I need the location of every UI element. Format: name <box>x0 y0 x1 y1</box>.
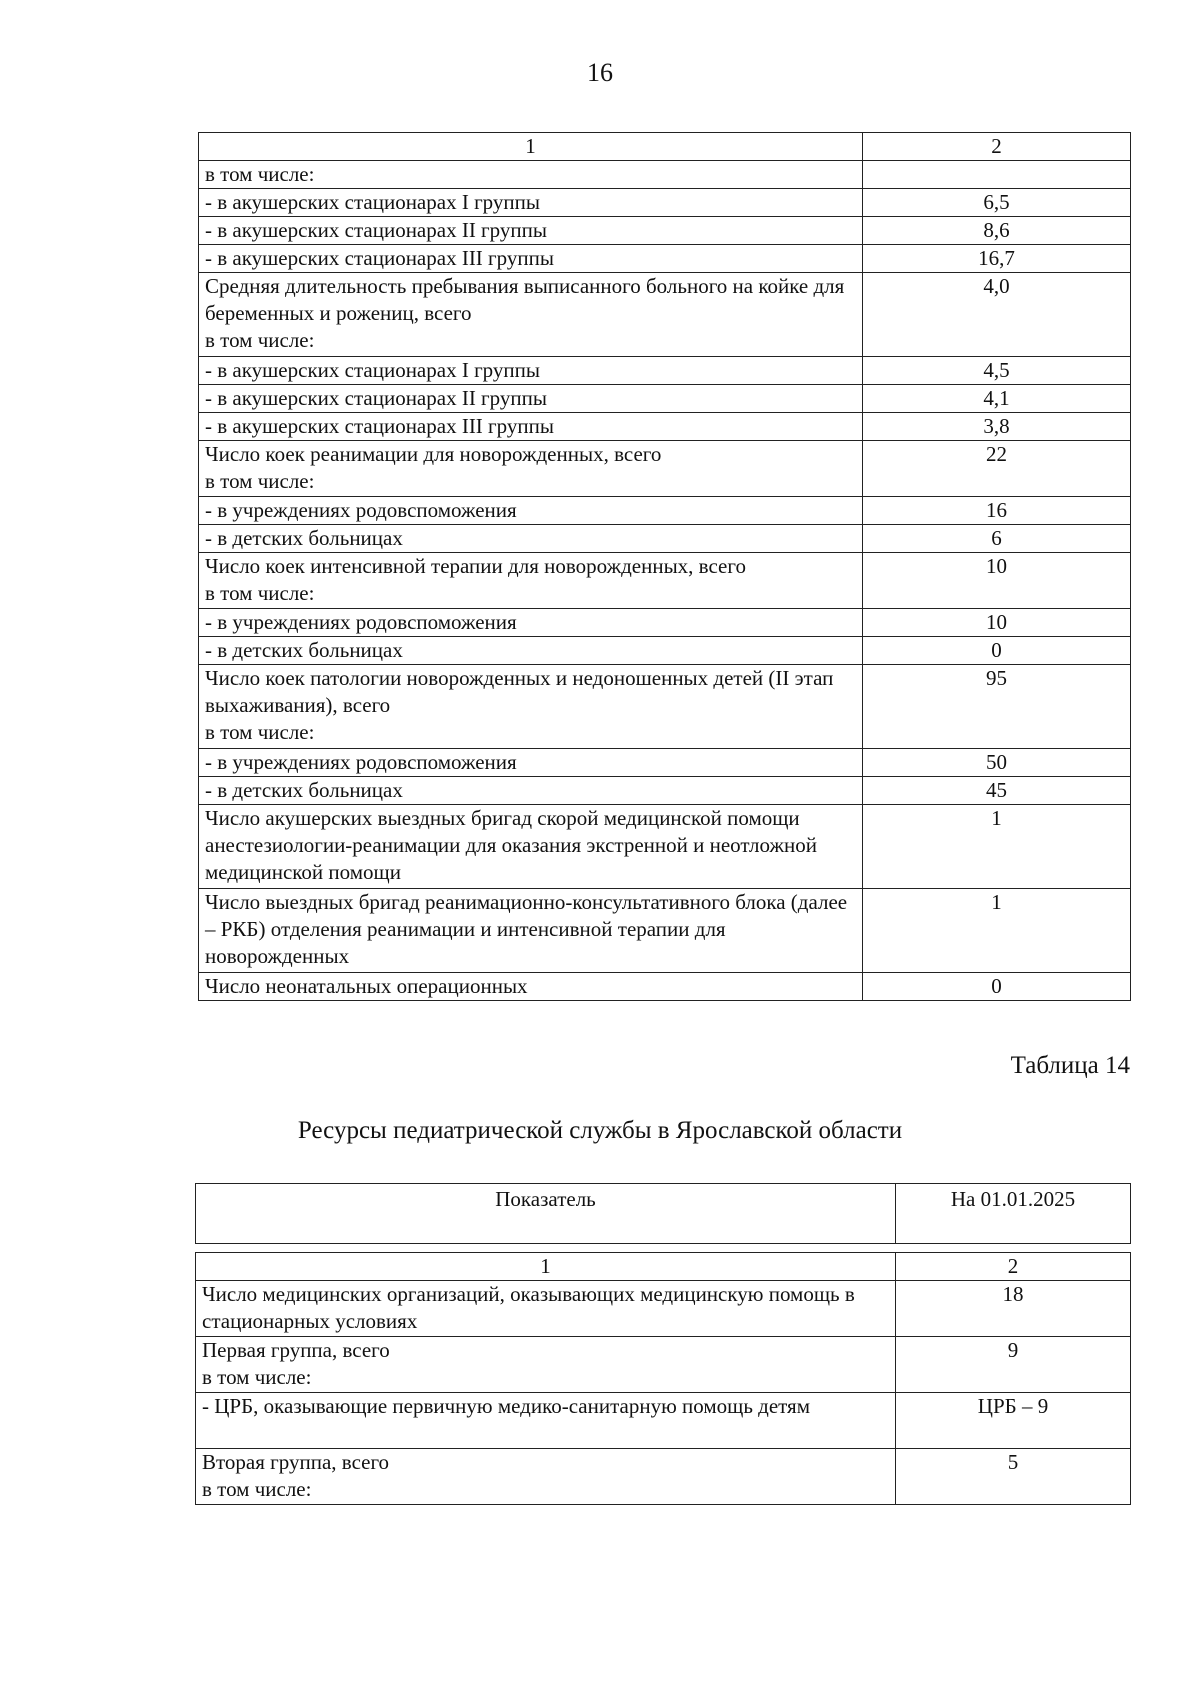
table-row <box>199 525 1131 553</box>
row-label: - в акушерских стационарах III группы <box>199 413 863 441</box>
row-value: 4,5 <box>863 357 1131 385</box>
row-label: Средняя длительность пребывания выписанного больного на койке для беременных и рожениц, всего в том числе: <box>199 273 863 357</box>
table-row <box>199 889 1131 973</box>
row-label: - в акушерских стационарах I группы <box>199 357 863 385</box>
column-header-indicator: Показатель <box>196 1184 896 1244</box>
row-label: Число коек интенсивной терапии для новорожденных, всего в том числе: <box>199 553 863 609</box>
table-row <box>199 749 1131 777</box>
table-14 <box>195 1183 1131 1505</box>
row-value: 0 <box>863 973 1131 1001</box>
table-caption: Таблица 14 <box>1010 1052 1130 1079</box>
table-row <box>199 553 1131 609</box>
row-value: 22 <box>863 441 1131 497</box>
row-value: 6 <box>863 525 1131 553</box>
table-row <box>199 777 1131 805</box>
row-label: Число коек реанимации для новорожденных, всего в том числе: <box>199 441 863 497</box>
row-value: 16,7 <box>863 245 1131 273</box>
row-value: 50 <box>863 749 1131 777</box>
row-value: 18 <box>896 1281 1131 1337</box>
row-label: - в детских больницах <box>199 525 863 553</box>
row-value: 5 <box>896 1449 1131 1505</box>
row-label: Первая группа, всего в том числе: <box>196 1337 896 1393</box>
row-label: - в акушерских стационарах I группы <box>199 189 863 217</box>
table-column-header-row <box>196 1184 1131 1244</box>
row-label: Число медицинских организаций, оказывающих медицинскую помощь в стационарных условиях <box>196 1281 896 1337</box>
row-label: Число коек патологии новорожденных и недоношенных детей (II этап выхаживания), всего в том числе: <box>199 665 863 749</box>
row-value: 45 <box>863 777 1131 805</box>
table-row <box>199 637 1131 665</box>
column-number-2: 2 <box>863 133 1131 161</box>
table-row <box>196 1449 1131 1505</box>
row-label: - в акушерских стационарах II группы <box>199 385 863 413</box>
row-value: 4,1 <box>863 385 1131 413</box>
table-row <box>199 413 1131 441</box>
row-label: - ЦРБ, оказывающие первичную медико-санитарную помощь детям <box>196 1393 896 1449</box>
row-value: 1 <box>863 805 1131 889</box>
row-label: Число выездных бригад реанимационно-консультативного блока (далее – РКБ) отделения реанимации и интенсивной терапии для новорожденных <box>199 889 863 973</box>
table-row <box>199 497 1131 525</box>
table-row <box>199 245 1131 273</box>
row-value: 4,0 <box>863 273 1131 357</box>
row-value: 16 <box>863 497 1131 525</box>
table-continued <box>198 132 1131 1001</box>
table-row <box>199 665 1131 749</box>
row-value: 10 <box>863 609 1131 637</box>
row-value: 3,8 <box>863 413 1131 441</box>
row-value: 8,6 <box>863 217 1131 245</box>
row-label: Число акушерских выездных бригад скорой медицинской помощи анестезиологии-реанимации для оказания экстренной и неотложной медицинской помощи <box>199 805 863 889</box>
table-row <box>196 1337 1131 1393</box>
table-row <box>199 189 1131 217</box>
table-row <box>199 385 1131 413</box>
row-label: в том числе: <box>199 161 863 189</box>
row-label: - в учреждениях родовспоможения <box>199 609 863 637</box>
row-label: - в детских больницах <box>199 637 863 665</box>
column-number-1: 1 <box>196 1253 896 1281</box>
row-value <box>863 161 1131 189</box>
row-label: - в учреждениях родовспоможения <box>199 497 863 525</box>
table-gap <box>196 1244 1131 1253</box>
row-value: ЦРБ – 9 <box>896 1393 1131 1449</box>
table-row <box>196 1281 1131 1337</box>
row-value: 0 <box>863 637 1131 665</box>
column-number-1: 1 <box>199 133 863 161</box>
row-label: - в акушерских стационарах II группы <box>199 217 863 245</box>
row-value: 1 <box>863 889 1131 973</box>
table-row <box>199 161 1131 189</box>
row-label: - в акушерских стационарах III группы <box>199 245 863 273</box>
table-row <box>199 609 1131 637</box>
row-value: 10 <box>863 553 1131 609</box>
row-label: Число неонатальных операционных <box>199 973 863 1001</box>
table-row <box>199 973 1131 1001</box>
row-value: 9 <box>896 1337 1131 1393</box>
page-number: 16 <box>587 58 613 87</box>
table-row <box>199 273 1131 357</box>
column-number-2: 2 <box>896 1253 1131 1281</box>
table-number-row <box>196 1253 1131 1281</box>
row-label: - в детских больницах <box>199 777 863 805</box>
row-value: 6,5 <box>863 189 1131 217</box>
table-row <box>199 357 1131 385</box>
column-header-date: На 01.01.2025 <box>896 1184 1131 1244</box>
table-title: Ресурсы педиатрической службы в Ярославской области <box>297 1117 903 1144</box>
table-row <box>199 217 1131 245</box>
table-row <box>199 441 1131 497</box>
row-label: - в учреждениях родовспоможения <box>199 749 863 777</box>
row-value: 95 <box>863 665 1131 749</box>
table-header-row <box>199 133 1131 161</box>
row-label: Вторая группа, всего в том числе: <box>196 1449 896 1505</box>
table-row <box>196 1393 1131 1449</box>
table-row <box>199 805 1131 889</box>
